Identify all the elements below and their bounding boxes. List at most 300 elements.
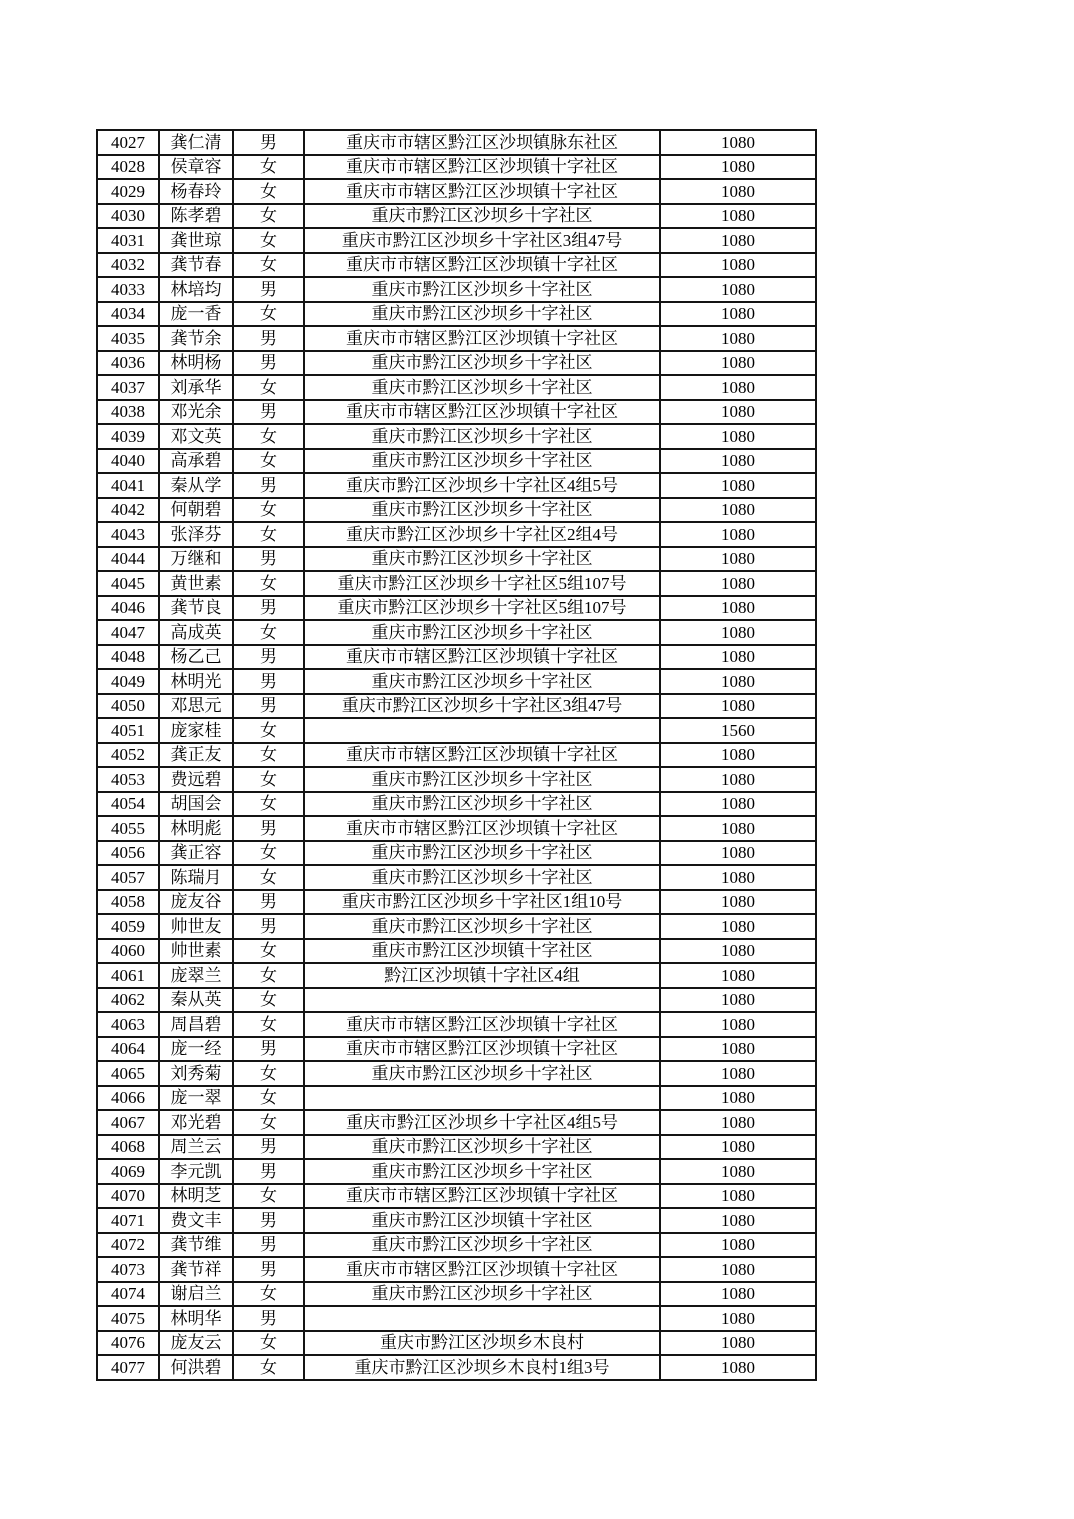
cell-gender: 女 <box>233 865 304 890</box>
cell-gender: 女 <box>233 424 304 449</box>
cell-gender: 女 <box>233 302 304 327</box>
cell-address: 重庆市市辖区黔江区沙坝镇十字社区 <box>304 253 660 278</box>
cell-name: 杨乙己 <box>159 645 233 670</box>
cell-gender: 女 <box>233 1110 304 1135</box>
cell-gender: 女 <box>233 939 304 964</box>
table-row <box>97 1355 816 1380</box>
cell-address: 重庆市黔江区沙坝乡十字社区 <box>304 792 660 817</box>
table-row <box>97 865 816 890</box>
cell-address: 重庆市市辖区黔江区沙坝镇十字社区 <box>304 400 660 425</box>
cell-name: 周兰云 <box>159 1135 233 1160</box>
cell-name: 谢启兰 <box>159 1282 233 1307</box>
cell-address: 重庆市市辖区黔江区沙坝镇十字社区 <box>304 1037 660 1062</box>
cell-name: 费文丰 <box>159 1208 233 1233</box>
table-row <box>97 694 816 719</box>
cell-gender: 女 <box>233 1012 304 1037</box>
table-row <box>97 130 816 155</box>
cell-id: 4063 <box>97 1012 159 1037</box>
cell-id: 4076 <box>97 1331 159 1356</box>
cell-id: 4028 <box>97 155 159 180</box>
table-row <box>97 326 816 351</box>
cell-address <box>304 988 660 1013</box>
cell-address: 重庆市黔江区沙坝乡十字社区5组107号 <box>304 596 660 621</box>
cell-address: 重庆市黔江区沙坝乡十字社区 <box>304 375 660 400</box>
cell-name: 龚节良 <box>159 596 233 621</box>
cell-id: 4035 <box>97 326 159 351</box>
cell-address: 重庆市黔江区沙坝乡十字社区 <box>304 669 660 694</box>
cell-address <box>304 1086 660 1111</box>
cell-gender: 男 <box>233 645 304 670</box>
table-row <box>97 669 816 694</box>
cell-address: 重庆市黔江区沙坝乡十字社区4组5号 <box>304 1110 660 1135</box>
cell-name: 高成英 <box>159 620 233 645</box>
cell-id: 4029 <box>97 179 159 204</box>
cell-address: 重庆市市辖区黔江区沙坝镇十字社区 <box>304 1257 660 1282</box>
cell-name: 李元凯 <box>159 1159 233 1184</box>
cell-gender: 女 <box>233 767 304 792</box>
cell-amount: 1080 <box>660 1282 816 1307</box>
table-row <box>97 1012 816 1037</box>
cell-amount: 1080 <box>660 767 816 792</box>
table-row <box>97 1110 816 1135</box>
cell-name: 费远碧 <box>159 767 233 792</box>
cell-amount: 1080 <box>660 743 816 768</box>
cell-amount: 1080 <box>660 1306 816 1331</box>
cell-address: 重庆市黔江区沙坝乡十字社区 <box>304 865 660 890</box>
cell-address: 重庆市黔江区沙坝乡十字社区 <box>304 302 660 327</box>
cell-name: 林明杨 <box>159 351 233 376</box>
cell-amount: 1080 <box>660 890 816 915</box>
cell-name: 陈孝碧 <box>159 204 233 229</box>
cell-address: 重庆市黔江区沙坝乡十字社区 <box>304 841 660 866</box>
cell-amount: 1080 <box>660 792 816 817</box>
cell-id: 4065 <box>97 1061 159 1086</box>
cell-id: 4060 <box>97 939 159 964</box>
cell-name: 陈瑞月 <box>159 865 233 890</box>
cell-address: 重庆市黔江区沙坝乡十字社区 <box>304 1135 660 1160</box>
cell-amount: 1080 <box>660 277 816 302</box>
table-row <box>97 155 816 180</box>
cell-address: 重庆市市辖区黔江区沙坝镇十字社区 <box>304 743 660 768</box>
cell-name: 帅世素 <box>159 939 233 964</box>
cell-id: 4037 <box>97 375 159 400</box>
cell-address: 重庆市市辖区黔江区沙坝镇十字社区 <box>304 326 660 351</box>
cell-id: 4048 <box>97 645 159 670</box>
cell-gender: 男 <box>233 1257 304 1282</box>
cell-id: 4056 <box>97 841 159 866</box>
cell-id: 4061 <box>97 963 159 988</box>
cell-name: 胡国会 <box>159 792 233 817</box>
cell-amount: 1080 <box>660 253 816 278</box>
cell-amount: 1080 <box>660 1086 816 1111</box>
cell-address: 重庆市黔江区沙坝乡十字社区 <box>304 449 660 474</box>
cell-amount: 1080 <box>660 375 816 400</box>
cell-address: 重庆市黔江区沙坝乡十字社区 <box>304 1282 660 1307</box>
cell-id: 4046 <box>97 596 159 621</box>
cell-gender: 男 <box>233 130 304 155</box>
cell-gender: 男 <box>233 1037 304 1062</box>
cell-id: 4066 <box>97 1086 159 1111</box>
cell-amount: 1080 <box>660 1184 816 1209</box>
cell-amount: 1080 <box>660 865 816 890</box>
cell-amount: 1080 <box>660 841 816 866</box>
cell-name: 邓思元 <box>159 694 233 719</box>
cell-gender: 男 <box>233 596 304 621</box>
cell-id: 4047 <box>97 620 159 645</box>
cell-amount: 1080 <box>660 302 816 327</box>
cell-amount: 1080 <box>660 449 816 474</box>
cell-id: 4032 <box>97 253 159 278</box>
cell-name: 邓文英 <box>159 424 233 449</box>
spreadsheet-page <box>96 129 817 1381</box>
cell-gender: 女 <box>233 963 304 988</box>
cell-amount: 1080 <box>660 1331 816 1356</box>
cell-gender: 女 <box>233 571 304 596</box>
table-row <box>97 1233 816 1258</box>
cell-gender: 女 <box>233 449 304 474</box>
table-row <box>97 939 816 964</box>
table-row <box>97 1037 816 1062</box>
cell-id: 4067 <box>97 1110 159 1135</box>
table-row <box>97 400 816 425</box>
cell-gender: 男 <box>233 1233 304 1258</box>
cell-id: 4072 <box>97 1233 159 1258</box>
cell-name: 侯章容 <box>159 155 233 180</box>
table-row <box>97 302 816 327</box>
cell-amount: 1080 <box>660 816 816 841</box>
cell-name: 庞一香 <box>159 302 233 327</box>
cell-address: 重庆市黔江区沙坝乡十字社区 <box>304 1159 660 1184</box>
cell-address: 重庆市黔江区沙坝乡十字社区3组47号 <box>304 694 660 719</box>
cell-gender: 女 <box>233 792 304 817</box>
cell-amount: 1080 <box>660 1257 816 1282</box>
cell-id: 4038 <box>97 400 159 425</box>
cell-gender: 女 <box>233 155 304 180</box>
cell-address: 重庆市市辖区黔江区沙坝镇十字社区 <box>304 1012 660 1037</box>
cell-amount: 1080 <box>660 351 816 376</box>
table-row <box>97 1086 816 1111</box>
cell-address: 重庆市市辖区黔江区沙坝镇十字社区 <box>304 1184 660 1209</box>
cell-gender: 女 <box>233 375 304 400</box>
cell-amount: 1080 <box>660 1037 816 1062</box>
cell-name: 帅世友 <box>159 914 233 939</box>
records-table <box>96 129 817 1381</box>
cell-address: 重庆市黔江区沙坝乡十字社区 <box>304 204 660 229</box>
cell-address: 重庆市黔江区沙坝乡十字社区4组5号 <box>304 473 660 498</box>
cell-gender: 男 <box>233 351 304 376</box>
cell-name: 龚世琼 <box>159 228 233 253</box>
cell-address: 重庆市黔江区沙坝乡十字社区5组107号 <box>304 571 660 596</box>
cell-gender: 女 <box>233 841 304 866</box>
cell-name: 刘秀菊 <box>159 1061 233 1086</box>
cell-gender: 女 <box>233 718 304 743</box>
cell-amount: 1080 <box>660 1012 816 1037</box>
table-row <box>97 841 816 866</box>
cell-name: 周昌碧 <box>159 1012 233 1037</box>
table-row <box>97 1331 816 1356</box>
cell-gender: 女 <box>233 1282 304 1307</box>
cell-id: 4039 <box>97 424 159 449</box>
cell-gender: 女 <box>233 1355 304 1380</box>
cell-amount: 1080 <box>660 1208 816 1233</box>
cell-amount: 1080 <box>660 988 816 1013</box>
table-row <box>97 596 816 621</box>
cell-name: 秦从学 <box>159 473 233 498</box>
cell-name: 庞翠兰 <box>159 963 233 988</box>
cell-id: 4071 <box>97 1208 159 1233</box>
cell-id: 4057 <box>97 865 159 890</box>
cell-amount: 1080 <box>660 1355 816 1380</box>
cell-name: 庞友云 <box>159 1331 233 1356</box>
table-row <box>97 914 816 939</box>
cell-name: 杨春玲 <box>159 179 233 204</box>
cell-name: 庞家桂 <box>159 718 233 743</box>
cell-gender: 女 <box>233 988 304 1013</box>
cell-amount: 1080 <box>660 473 816 498</box>
cell-gender: 女 <box>233 522 304 547</box>
cell-id: 4070 <box>97 1184 159 1209</box>
cell-address: 重庆市黔江区沙坝乡十字社区 <box>304 620 660 645</box>
cell-gender: 男 <box>233 816 304 841</box>
cell-id: 4045 <box>97 571 159 596</box>
table-row <box>97 449 816 474</box>
cell-gender: 男 <box>233 473 304 498</box>
table-row <box>97 718 816 743</box>
cell-address: 重庆市市辖区黔江区沙坝镇十字社区 <box>304 155 660 180</box>
cell-address: 重庆市黔江区沙坝乡十字社区 <box>304 914 660 939</box>
cell-gender: 男 <box>233 694 304 719</box>
cell-name: 林培均 <box>159 277 233 302</box>
cell-gender: 女 <box>233 204 304 229</box>
table-row <box>97 277 816 302</box>
cell-id: 4075 <box>97 1306 159 1331</box>
cell-name: 龚正容 <box>159 841 233 866</box>
table-row <box>97 375 816 400</box>
cell-id: 4050 <box>97 694 159 719</box>
cell-amount: 1080 <box>660 694 816 719</box>
cell-amount: 1080 <box>660 620 816 645</box>
cell-amount: 1080 <box>660 1061 816 1086</box>
table-row <box>97 1208 816 1233</box>
cell-address: 重庆市黔江区沙坝乡十字社区 <box>304 1233 660 1258</box>
cell-id: 4074 <box>97 1282 159 1307</box>
cell-gender: 男 <box>233 1306 304 1331</box>
cell-amount: 1080 <box>660 939 816 964</box>
table-row <box>97 816 816 841</box>
cell-name: 邓光碧 <box>159 1110 233 1135</box>
cell-id: 4064 <box>97 1037 159 1062</box>
cell-gender: 男 <box>233 914 304 939</box>
cell-amount: 1080 <box>660 914 816 939</box>
cell-address: 重庆市黔江区沙坝乡十字社区 <box>304 498 660 523</box>
cell-address: 重庆市市辖区黔江区沙坝镇十字社区 <box>304 645 660 670</box>
cell-address: 重庆市市辖区黔江区沙坝镇十字社区 <box>304 179 660 204</box>
cell-address: 重庆市市辖区黔江区沙坝镇十字社区 <box>304 816 660 841</box>
cell-id: 4054 <box>97 792 159 817</box>
cell-id: 4041 <box>97 473 159 498</box>
cell-amount: 1080 <box>660 155 816 180</box>
cell-amount: 1080 <box>660 179 816 204</box>
cell-id: 4049 <box>97 669 159 694</box>
cell-amount: 1080 <box>660 326 816 351</box>
table-row <box>97 645 816 670</box>
cell-address: 重庆市黔江区沙坝乡十字社区 <box>304 1061 660 1086</box>
cell-gender: 女 <box>233 1184 304 1209</box>
cell-address: 重庆市黔江区沙坝乡十字社区 <box>304 351 660 376</box>
cell-address: 重庆市市辖区黔江区沙坝镇脉东社区 <box>304 130 660 155</box>
cell-id: 4069 <box>97 1159 159 1184</box>
table-row <box>97 890 816 915</box>
table-row <box>97 1135 816 1160</box>
cell-name: 林明光 <box>159 669 233 694</box>
cell-name: 龚节余 <box>159 326 233 351</box>
cell-amount: 1080 <box>660 669 816 694</box>
cell-name: 龚节维 <box>159 1233 233 1258</box>
cell-amount: 1080 <box>660 547 816 572</box>
cell-amount: 1080 <box>660 645 816 670</box>
cell-name: 万继和 <box>159 547 233 572</box>
cell-id: 4062 <box>97 988 159 1013</box>
table-row <box>97 228 816 253</box>
cell-amount: 1080 <box>660 400 816 425</box>
cell-name: 庞一经 <box>159 1037 233 1062</box>
cell-gender: 女 <box>233 743 304 768</box>
cell-amount: 1080 <box>660 1233 816 1258</box>
table-row <box>97 424 816 449</box>
cell-gender: 男 <box>233 277 304 302</box>
cell-name: 庞友谷 <box>159 890 233 915</box>
cell-amount: 1080 <box>660 204 816 229</box>
cell-gender: 女 <box>233 253 304 278</box>
cell-amount: 1080 <box>660 498 816 523</box>
table-row <box>97 1184 816 1209</box>
cell-amount: 1080 <box>660 1110 816 1135</box>
cell-amount: 1080 <box>660 228 816 253</box>
cell-id: 4031 <box>97 228 159 253</box>
cell-name: 庞一翠 <box>159 1086 233 1111</box>
table-row <box>97 498 816 523</box>
cell-amount: 1080 <box>660 1135 816 1160</box>
cell-name: 林明华 <box>159 1306 233 1331</box>
table-row <box>97 1257 816 1282</box>
cell-id: 4068 <box>97 1135 159 1160</box>
cell-name: 林明芝 <box>159 1184 233 1209</box>
cell-name: 黄世素 <box>159 571 233 596</box>
records-table-body <box>97 130 816 1380</box>
cell-name: 林明彪 <box>159 816 233 841</box>
cell-amount: 1080 <box>660 424 816 449</box>
cell-id: 4040 <box>97 449 159 474</box>
cell-amount: 1080 <box>660 522 816 547</box>
cell-id: 4030 <box>97 204 159 229</box>
cell-id: 4042 <box>97 498 159 523</box>
cell-address: 重庆市黔江区沙坝乡十字社区 <box>304 277 660 302</box>
cell-address: 重庆市黔江区沙坝乡十字社区 <box>304 547 660 572</box>
cell-id: 4036 <box>97 351 159 376</box>
cell-gender: 男 <box>233 400 304 425</box>
cell-address: 重庆市黔江区沙坝乡十字社区 <box>304 767 660 792</box>
cell-id: 4077 <box>97 1355 159 1380</box>
cell-id: 4044 <box>97 547 159 572</box>
cell-name: 龚节春 <box>159 253 233 278</box>
cell-id: 4055 <box>97 816 159 841</box>
cell-amount: 1080 <box>660 596 816 621</box>
cell-amount: 1080 <box>660 130 816 155</box>
cell-id: 4033 <box>97 277 159 302</box>
cell-id: 4051 <box>97 718 159 743</box>
table-row <box>97 1061 816 1086</box>
cell-amount: 1080 <box>660 571 816 596</box>
cell-name: 张泽芬 <box>159 522 233 547</box>
table-row <box>97 1282 816 1307</box>
cell-name: 龚正友 <box>159 743 233 768</box>
cell-gender: 男 <box>233 547 304 572</box>
cell-gender: 男 <box>233 1159 304 1184</box>
cell-name: 龚仁清 <box>159 130 233 155</box>
table-row <box>97 963 816 988</box>
cell-gender: 女 <box>233 1061 304 1086</box>
table-row <box>97 767 816 792</box>
cell-gender: 女 <box>233 228 304 253</box>
cell-id: 4059 <box>97 914 159 939</box>
cell-gender: 女 <box>233 498 304 523</box>
cell-gender: 男 <box>233 1208 304 1233</box>
cell-name: 何朝碧 <box>159 498 233 523</box>
cell-id: 4053 <box>97 767 159 792</box>
table-row <box>97 988 816 1013</box>
cell-id: 4073 <box>97 1257 159 1282</box>
cell-name: 邓光余 <box>159 400 233 425</box>
table-row <box>97 1306 816 1331</box>
table-row <box>97 1159 816 1184</box>
cell-name: 何洪碧 <box>159 1355 233 1380</box>
cell-name: 秦从英 <box>159 988 233 1013</box>
cell-amount: 1080 <box>660 963 816 988</box>
cell-gender: 男 <box>233 669 304 694</box>
cell-gender: 女 <box>233 179 304 204</box>
cell-gender: 女 <box>233 620 304 645</box>
cell-name: 龚节祥 <box>159 1257 233 1282</box>
cell-address: 黔江区沙坝镇十字社区4组 <box>304 963 660 988</box>
cell-address: 重庆市黔江区沙坝乡十字社区3组47号 <box>304 228 660 253</box>
cell-gender: 女 <box>233 1331 304 1356</box>
table-row <box>97 547 816 572</box>
table-row <box>97 253 816 278</box>
cell-id: 4034 <box>97 302 159 327</box>
cell-address: 重庆市黔江区沙坝乡十字社区 <box>304 424 660 449</box>
cell-id: 4027 <box>97 130 159 155</box>
cell-id: 4043 <box>97 522 159 547</box>
cell-address <box>304 1306 660 1331</box>
table-row <box>97 743 816 768</box>
cell-id: 4058 <box>97 890 159 915</box>
cell-address: 重庆市黔江区沙坝乡十字社区1组10号 <box>304 890 660 915</box>
cell-name: 高承碧 <box>159 449 233 474</box>
table-row <box>97 620 816 645</box>
table-row <box>97 571 816 596</box>
cell-gender: 女 <box>233 1086 304 1111</box>
table-row <box>97 204 816 229</box>
table-row <box>97 522 816 547</box>
cell-address: 重庆市黔江区沙坝乡木良村1组3号 <box>304 1355 660 1380</box>
table-row <box>97 179 816 204</box>
cell-address: 重庆市黔江区沙坝乡木良村 <box>304 1331 660 1356</box>
table-row <box>97 351 816 376</box>
cell-gender: 男 <box>233 326 304 351</box>
cell-address <box>304 718 660 743</box>
cell-name: 刘承华 <box>159 375 233 400</box>
cell-address: 重庆市黔江区沙坝镇十字社区 <box>304 1208 660 1233</box>
